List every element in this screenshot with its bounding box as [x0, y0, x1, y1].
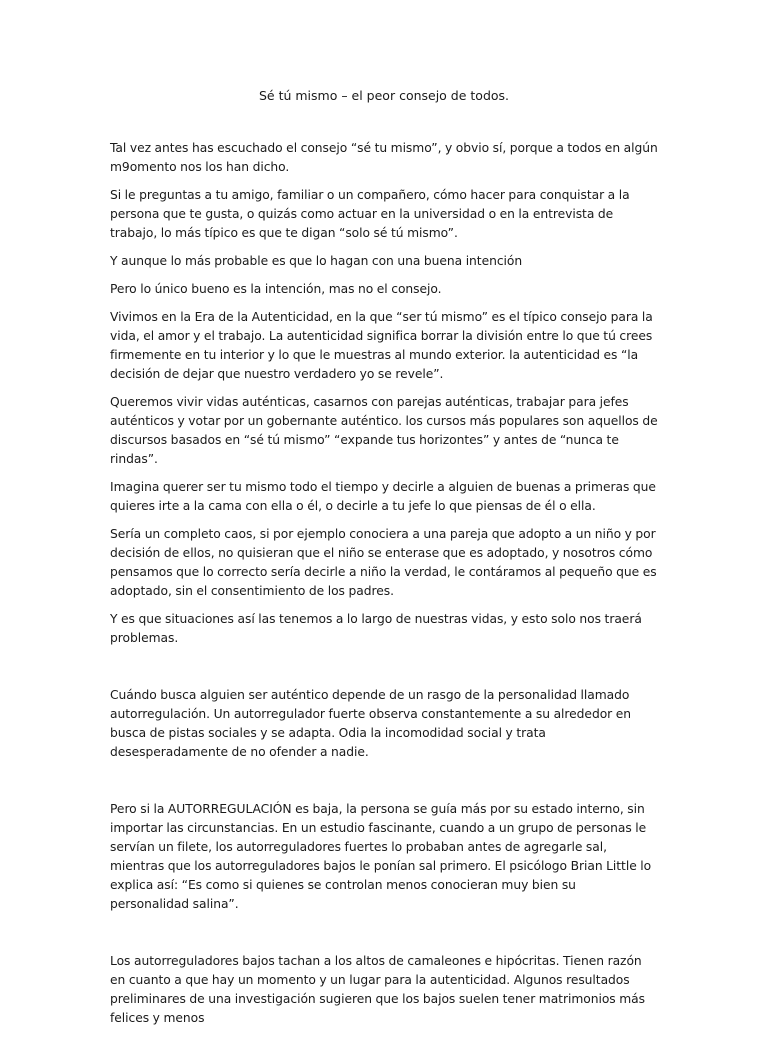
document-title: Sé tú mismo – el peor consejo de todos.	[258, 88, 510, 103]
paragraph: Si le preguntas a tu amigo, familiar o un compañero, cómo hacer para conquistar a la persona que te gusta, o quizás como actuar en la universidad o en la entrevista de trabajo, lo más típico es que te digan “solo sé tú mismo”.	[110, 188, 630, 240]
paragraph: Sería un completo caos, si por ejemplo conociera a una pareja que adopto a un niño y por decisión de ellos, no quisieran que el niño se enterase que es adoptado, y nosotros cómo pensamos que lo correcto sería decirle a niño la verdad, le contáramos al pequeño que es adoptado, sin el consentimiento de los padres.	[110, 527, 657, 598]
paragraph: Y es que situaciones así las tenemos a lo largo de nuestras vidas, y esto solo nos traerá problemas.	[110, 612, 642, 645]
paragraph: Los autorreguladores bajos tachan a los altos de camaleones e hipócritas. Tienen razón en cuanto a que hay un momento y un lugar para la autenticidad. Algunos resultados preliminares de una investigación sugieren que los bajos suelen tener matrimonios más felices y menos	[110, 954, 645, 1025]
paragraph: Y aunque lo más probable es que lo hagan con una buena intención	[110, 254, 523, 268]
paragraph: Vivimos en la Era de la Autenticidad, en la que “ser tú mismo” es el típico consejo para la vida, el amor y el trabajo. La autenticidad significa borrar la división entre lo que tú crees firmemente en tu interior y lo que le muestras al mundo exterior. la autenticidad es “la decisión de dejar que nuestro verdadero yo se revele”.	[110, 310, 653, 381]
paragraph: Pero si la AUTORREGULACIÓN es baja, la persona se guía más por su estado interno, sin importar las circunstancias. En un estudio fascinante, cuando a un grupo de personas le servían un filete, los autorreguladores fuertes lo probaban antes de agregarle sal, mientras que los autorreguladores bajos le ponían sal primero. El psicólogo Brian Little lo explica así: “Es como si quienes se controlan menos conocieran muy bien su personalidad salina”.	[110, 802, 652, 911]
paragraph: Queremos vivir vidas auténticas, casarnos con parejas auténticas, trabajar para jefes auténticos y votar por un gobernante auténtico. los cursos más populares son aquellos de discursos basados en “sé tú mismo” “expande tus horizontes” y antes de “nunca te rindas”.	[110, 395, 658, 466]
document-body	[110, 139, 658, 1037]
paragraph: Imagina querer ser tu mismo todo el tiempo y decirle a alguien de buenas a primeras que quieres irte a la cama con ella o él, o decirle a tu jefe lo que piensas de él o ella.	[110, 480, 656, 513]
paragraph: Pero lo único bueno es la intención, mas no el consejo.	[110, 282, 442, 296]
paragraph: Cuándo busca alguien ser auténtico depende de un rasgo de la personalidad llamado autorregulación. Un autorregulador fuerte observa constantemente a su alrededor en busca de pistas sociales y se adapta. Odia la incomodidad social y trata desesperadamente de no ofender a nadie.	[110, 688, 631, 759]
paragraph: Tal vez antes has escuchado el consejo “sé tu mismo”, y obvio sí, porque a todos en algún m9omento nos los han dicho.	[110, 141, 658, 174]
